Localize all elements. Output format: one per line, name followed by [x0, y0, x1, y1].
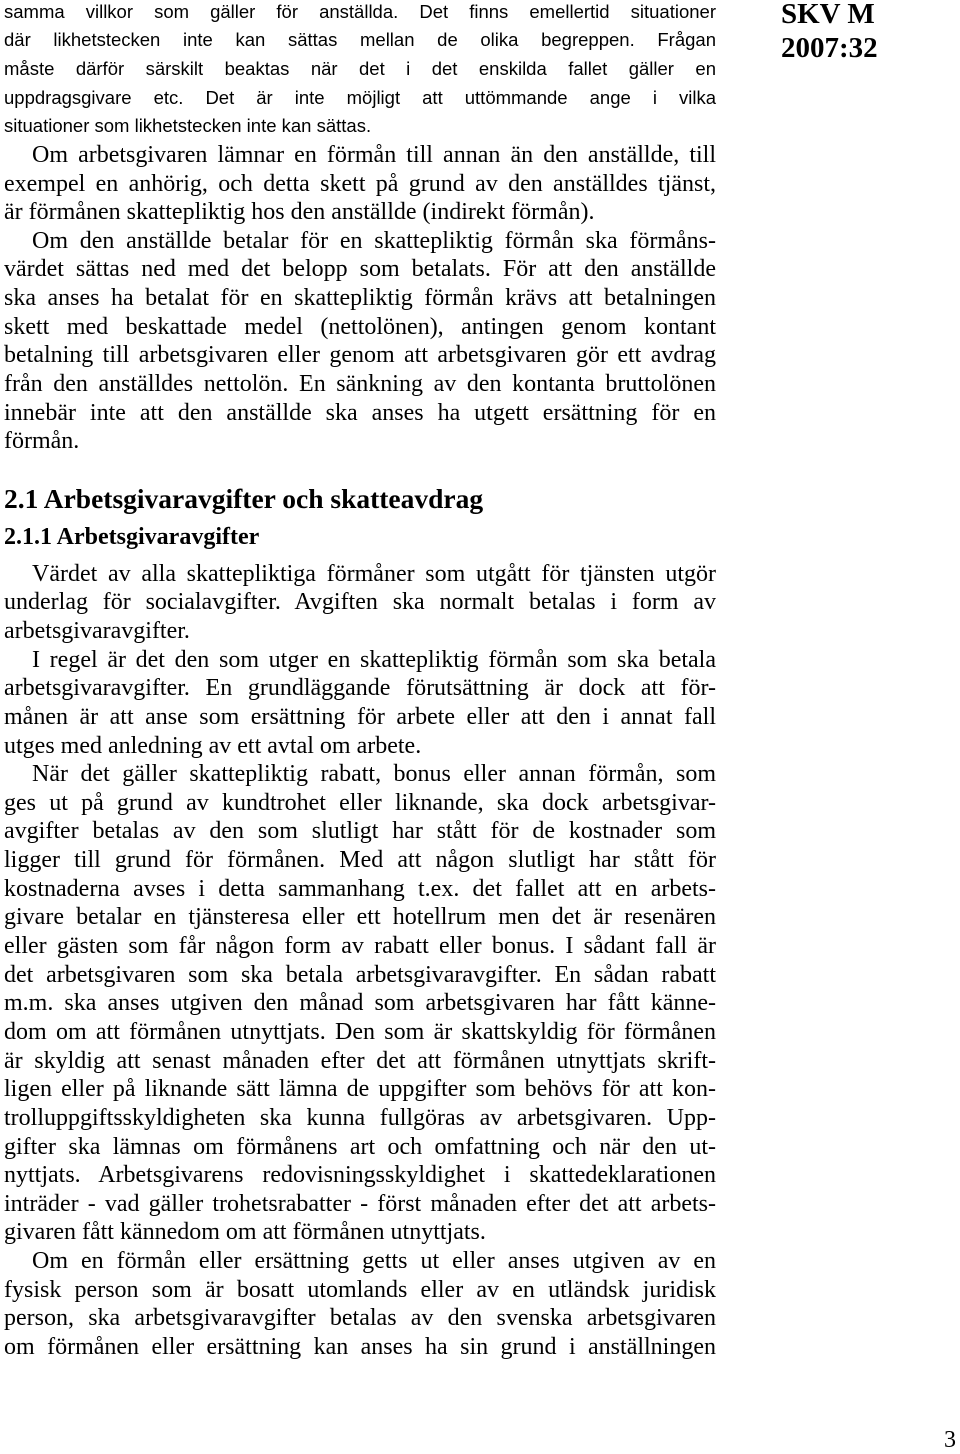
- text-line: I regel är det den som utger en skattepliktig förmån som ska betala: [32, 646, 716, 673]
- text-line: dom om att förmånen utnyttjats. Den som är skattskyldig för förmånen: [4, 1018, 716, 1045]
- paragraph: [4, 0, 716, 141]
- text-line: betalning till arbetsgivaren eller genom att arbetsgivaren gör ett avdrag: [4, 342, 716, 369]
- text-line: fysisk person som är bosatt utomlands eller av en utländsk juridisk: [4, 1276, 716, 1303]
- text-line: Värdet av alla skattepliktiga förmåner som utgått för tjänsten utgör: [32, 560, 716, 587]
- document-number: 2007:32: [781, 32, 878, 64]
- text-line: kostnaderna avses i detta sammanhang t.ex. det fallet att en arbets-: [4, 875, 716, 902]
- text-line: måste därför särskilt beaktas när det i det enskilda fallet gäller en: [4, 57, 716, 79]
- text-line: trolluppgiftsskyldigheten ska kunna fullgöras av arbetsgivaren. Upp-: [4, 1104, 716, 1131]
- text-line: ligen eller på liknande sätt lämna de uppgifter som behövs för att kon-: [4, 1076, 716, 1103]
- text-line: värdet sättas ned med det belopp som betalats. För att den anställde: [4, 256, 716, 283]
- text-line: givare betalar en tjänsteresa eller ett hotellrum men det är resenären: [4, 904, 716, 931]
- text-line: uppdragsgivare etc. Det är inte möjligt att uttömmande ange i vilka: [4, 86, 716, 108]
- text-line: exempel en anhörig, och detta skett på grund av den anställdes tjänst,: [4, 170, 716, 197]
- text-line: skett med beskattade medel (nettolönen), antingen genom kontant: [4, 313, 716, 340]
- text-line: samma villkor som gäller för anställda. Det finns emellertid situationer: [4, 0, 716, 22]
- text-line: person, ska arbetsgivaravgifter betalas av den svenska arbetsgivaren: [4, 1305, 716, 1332]
- text-line: innebär inte att den anställde ska anses ha utgett ersättning för en: [4, 399, 716, 426]
- text-line: utges med anledning av ett avtal om arbete.: [4, 732, 422, 759]
- text-line: Om arbetsgivaren lämnar en förmån till annan än den anställde, till: [32, 141, 716, 168]
- document-code: SKV M: [781, 0, 875, 30]
- text-line: det arbetsgivaren som ska betala arbetsgivaravgifter. En sådan rabatt: [4, 961, 716, 988]
- text-line: nyttjats. Arbetsgivarens redovisningsskyldighet i skattedeklarationen: [4, 1162, 716, 1189]
- text-line: från den anställdes nettolön. En sänkning av den kontanta bruttolönen: [4, 371, 716, 398]
- text-line: arbetsgivaravgifter.: [4, 617, 190, 644]
- paragraph: [4, 141, 716, 227]
- subsection-heading: 2.1.1 Arbetsgivaravgifter: [4, 524, 260, 550]
- text-line: Om den anställde betalar för en skattepliktig förmån ska förmåns-: [32, 227, 716, 254]
- text-line: där likhetstecken inte kan sättas mellan de olika begreppen. Frågan: [4, 29, 716, 51]
- document-reference: [781, 0, 878, 65]
- section-text: [4, 560, 716, 1362]
- text-line: När det gäller skattepliktig rabatt, bonus eller annan förmån, som: [32, 761, 716, 788]
- text-line: inträder - vad gäller trohetsrabatter - först månaden efter det att arbets-: [4, 1190, 716, 1217]
- text-line: underlag för socialavgifter. Avgiften ska normalt betalas i form av: [4, 589, 716, 616]
- text-line: månen är att anse som ersättning för arbete eller att den i annat fall: [4, 703, 716, 730]
- text-line: förmån.: [4, 428, 80, 455]
- paragraph: [4, 227, 716, 456]
- text-line: är skyldig att senast månaden efter det att förmånen utnyttjats skrift-: [4, 1047, 716, 1074]
- text-line: ska anses ha betalat för en skattepliktig förmån krävs att betalningen: [4, 285, 716, 312]
- text-line: avgifter betalas av den som slutligt har stått för de kostnader som: [4, 818, 716, 845]
- section-heading: 2.1 Arbetsgivaravgifter och skatteavdrag: [4, 483, 484, 514]
- text-line: gifter ska lämnas om förmånens art och omfattning och när den ut-: [4, 1133, 716, 1160]
- paragraph: [4, 560, 716, 646]
- text-line: ligger till grund för förmånen. Med att någon slutligt har stått för: [4, 847, 716, 874]
- text-line: givaren fått kännedom om att förmånen utnyttjats.: [4, 1219, 486, 1246]
- text-line: är förmånen skattepliktig hos den anställde (indirekt förmån).: [4, 199, 595, 226]
- paragraph: [4, 760, 716, 1247]
- text-line: situationer som likhetstecken inte kan sättas.: [4, 115, 372, 137]
- page-number: 3: [944, 1427, 956, 1453]
- paragraph: [4, 646, 716, 761]
- text-line: om förmånen eller ersättning kan anses ha sin grund i anställningen: [4, 1333, 716, 1360]
- intro-text: [4, 0, 716, 456]
- text-line: eller gästen som får någon form av rabatt eller bonus. I sådant fall är: [4, 933, 716, 960]
- paragraph: [4, 1247, 716, 1362]
- text-line: Om en förmån eller ersättning getts ut eller anses utgiven av en: [32, 1248, 716, 1275]
- text-line: m.m. ska anses utgiven den månad som arbetsgivaren har fått känne-: [4, 990, 716, 1017]
- text-line: ges ut på grund av kundtrohet eller liknande, ska dock arbetsgivar-: [4, 789, 716, 816]
- text-line: arbetsgivaravgifter. En grundläggande förutsättning är dock att för-: [4, 675, 716, 702]
